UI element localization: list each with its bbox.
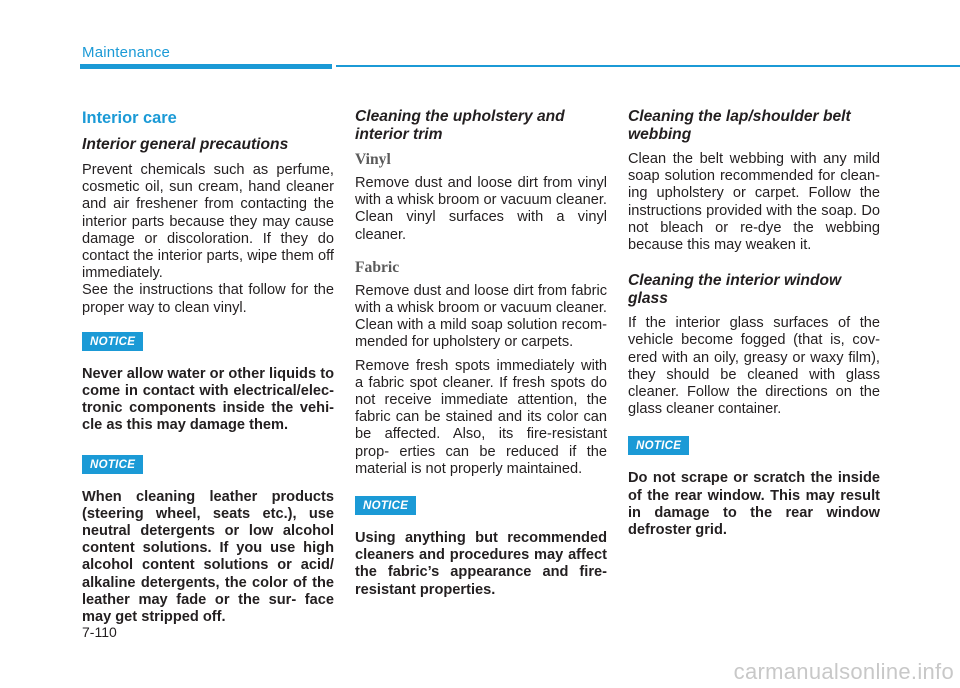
paragraph-belt-webbing: Clean the belt webbing with any mild soap solution recommended for clean- ing upholstery or carpet. Follow the instructions provided with the soap. Do not bleach or re-dye the webbing because this may weaken it. <box>628 151 880 254</box>
notice-badge: NOTICE <box>628 436 689 455</box>
notice-badge: NOTICE <box>355 496 416 515</box>
notice-badge: NOTICE <box>82 455 143 474</box>
notice-text-fabric: Using anything but recommended cleaners and procedures may affect the fabric’s appearance and fire- resistant properties. <box>355 530 607 598</box>
watermark: carmanualsonline.info <box>733 659 954 684</box>
header-rule-thin <box>336 65 960 67</box>
paragraph-see-instructions: See the instructions that follow for the proper way to clean vinyl. <box>82 282 334 316</box>
section-title: Interior care <box>82 109 177 127</box>
paragraph-vinyl: Remove dust and loose dirt from vinyl with a whisk broom or vacuum cleaner. Clean vinyl surfaces with a vinyl cleaner. <box>355 175 607 243</box>
subtitle-upholstery: Cleaning the upholstery and interior trim <box>355 108 565 143</box>
notice-text-leather: When cleaning leather products (steering wheel, seats etc.), use neutral detergents or low alcohol content solutions. If you use high alcohol content solutions or acid/ alkaline detergents, the color of the leather may fade or the sur- face may get stripped off. <box>82 488 334 626</box>
column-middle <box>355 108 607 599</box>
paragraph-fabric-1: Remove dust and loose dirt from fabric with a whisk broom or vacuum cleaner. Clean with a mild soap solution recom- mended for upholstery or carpets. <box>355 282 607 351</box>
notice-text-liquids: Never allow water or other liquids to come in contact with electrical/elec- tronic components inside the vehi- cle as this may damage them. <box>82 365 334 434</box>
paragraph-window-glass: If the interior glass surfaces of the vehicle become fogged (that is, cov- ered with an oily, greasy or waxy film), they should be cleaned with glass cleaner. Follow the directions on the glass cleaner container. <box>628 315 880 418</box>
subtitle-window-glass: Cleaning the interior window glass <box>628 272 842 308</box>
notice-text-rear-window: Do not scrape or scratch the inside of the rear window. This may result in damage to the rear window defroster grid. <box>628 470 880 539</box>
column-right <box>628 108 880 539</box>
subtitle-precautions: Interior general precautions <box>82 136 289 153</box>
paragraph-fabric-2: Remove fresh spots immediately with a fabric spot cleaner. If fresh spots do not receive immediate attention, the fabric can be stained and its color can be affected. Also, its fire-resistant prop- erties can be reduced if the material is not properly maintained. <box>355 357 607 477</box>
paragraph-precautions: Prevent chemicals such as perfume, cosmetic oil, sun cream, hand cleaner and air freshener from contacting the interior parts because they may cause damage or discoloration. If they do contact the interior parts, wipe them off immediately. <box>82 162 334 282</box>
heading-vinyl: Vinyl <box>355 151 391 168</box>
page-number: 7-110 <box>82 624 117 640</box>
section-header-label: Maintenance <box>82 44 171 61</box>
subtitle-belt-webbing: Cleaning the lap/shoulder belt webbing <box>628 108 851 143</box>
notice-badge: NOTICE <box>82 332 143 351</box>
header-rule-thick <box>80 64 332 69</box>
heading-fabric: Fabric <box>355 258 400 276</box>
column-left <box>82 108 334 626</box>
